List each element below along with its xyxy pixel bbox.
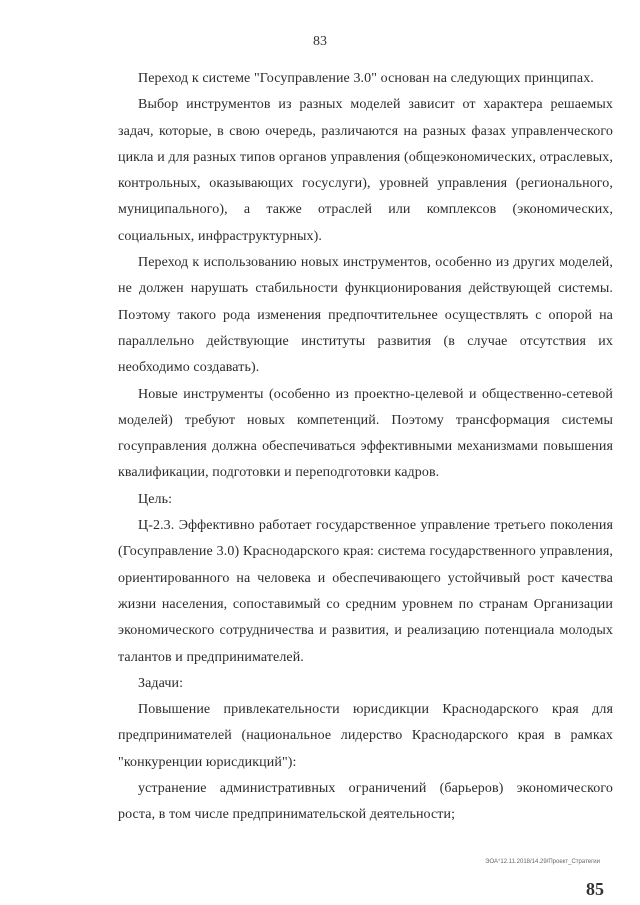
paragraph-principles-intro: Переход к системе "Госуправление 3.0" основан на следующих принципах. [138,71,594,86]
bottom-page-number: 85 [586,879,604,899]
page-number: 83 [313,34,327,49]
paragraph-new-competencies: Новые инструменты (особенно из проектно-целевой и общественно-сетевой моделей) требуют новых компетенций. Поэтому трансформация системы госуправления должна обеспечиваться эффективными механизмами повышения квалификации, подготовки и переподготовки кадров. [118,386,613,481]
tasks-heading: Задачи: [138,675,184,691]
task-remove-barriers: устранение административных ограничений (барьеров) экономического роста, в том числе предпринимательской деятельности; [118,781,613,823]
goal-statement: Ц-2.3. Эффективно работает государственное управление третьего поколения (Госуправление 3.0) Краснодарского края: система государственного управления, ориентированного на человека и обеспечивающего устойчивый рост качества жизни населения, сопоставимый со средним уровнем по странам Организации экономического сотрудничества и развития, и реализацию потенциала молодых талантов и предпринимателей. [118,518,613,665]
goal-heading: Цель: [138,491,173,507]
task-jurisdiction-attractiveness: Повышение привлекательности юрисдикции Краснодарского края для предпринимателей (национальное лидерство Краснодарского края в рамках "конкуренции юрисдикций"): [118,702,613,770]
footer-stamp: ЭОА°12.11.2018/14.29/Проект_Стратегии [485,859,600,865]
document-body [118,66,613,829]
paragraph-transition-stability: Переход к использованию новых инструментов, особенно из других моделей, не должен нарушать стабильности функционирования действующей системы. Поэтому такого рода изменения предпочтительнее осуществлять с опорой на параллельно действующие институты развития (в случае отсутствия их необходимо создавать). [118,255,613,376]
paragraph-tool-selection: Выбор инструментов из разных моделей зависит от характера решаемых задач, которые, в свою очередь, различаются на разных фазах управленческого цикла и для разных типов органов управления (общеэкономических, отраслевых, контрольных, оказывающих госуслуги), уровней управления (регионального, муниципального), а также отраслей или комплексов (экономических, социальных, инфраструктурных). [118,97,613,244]
